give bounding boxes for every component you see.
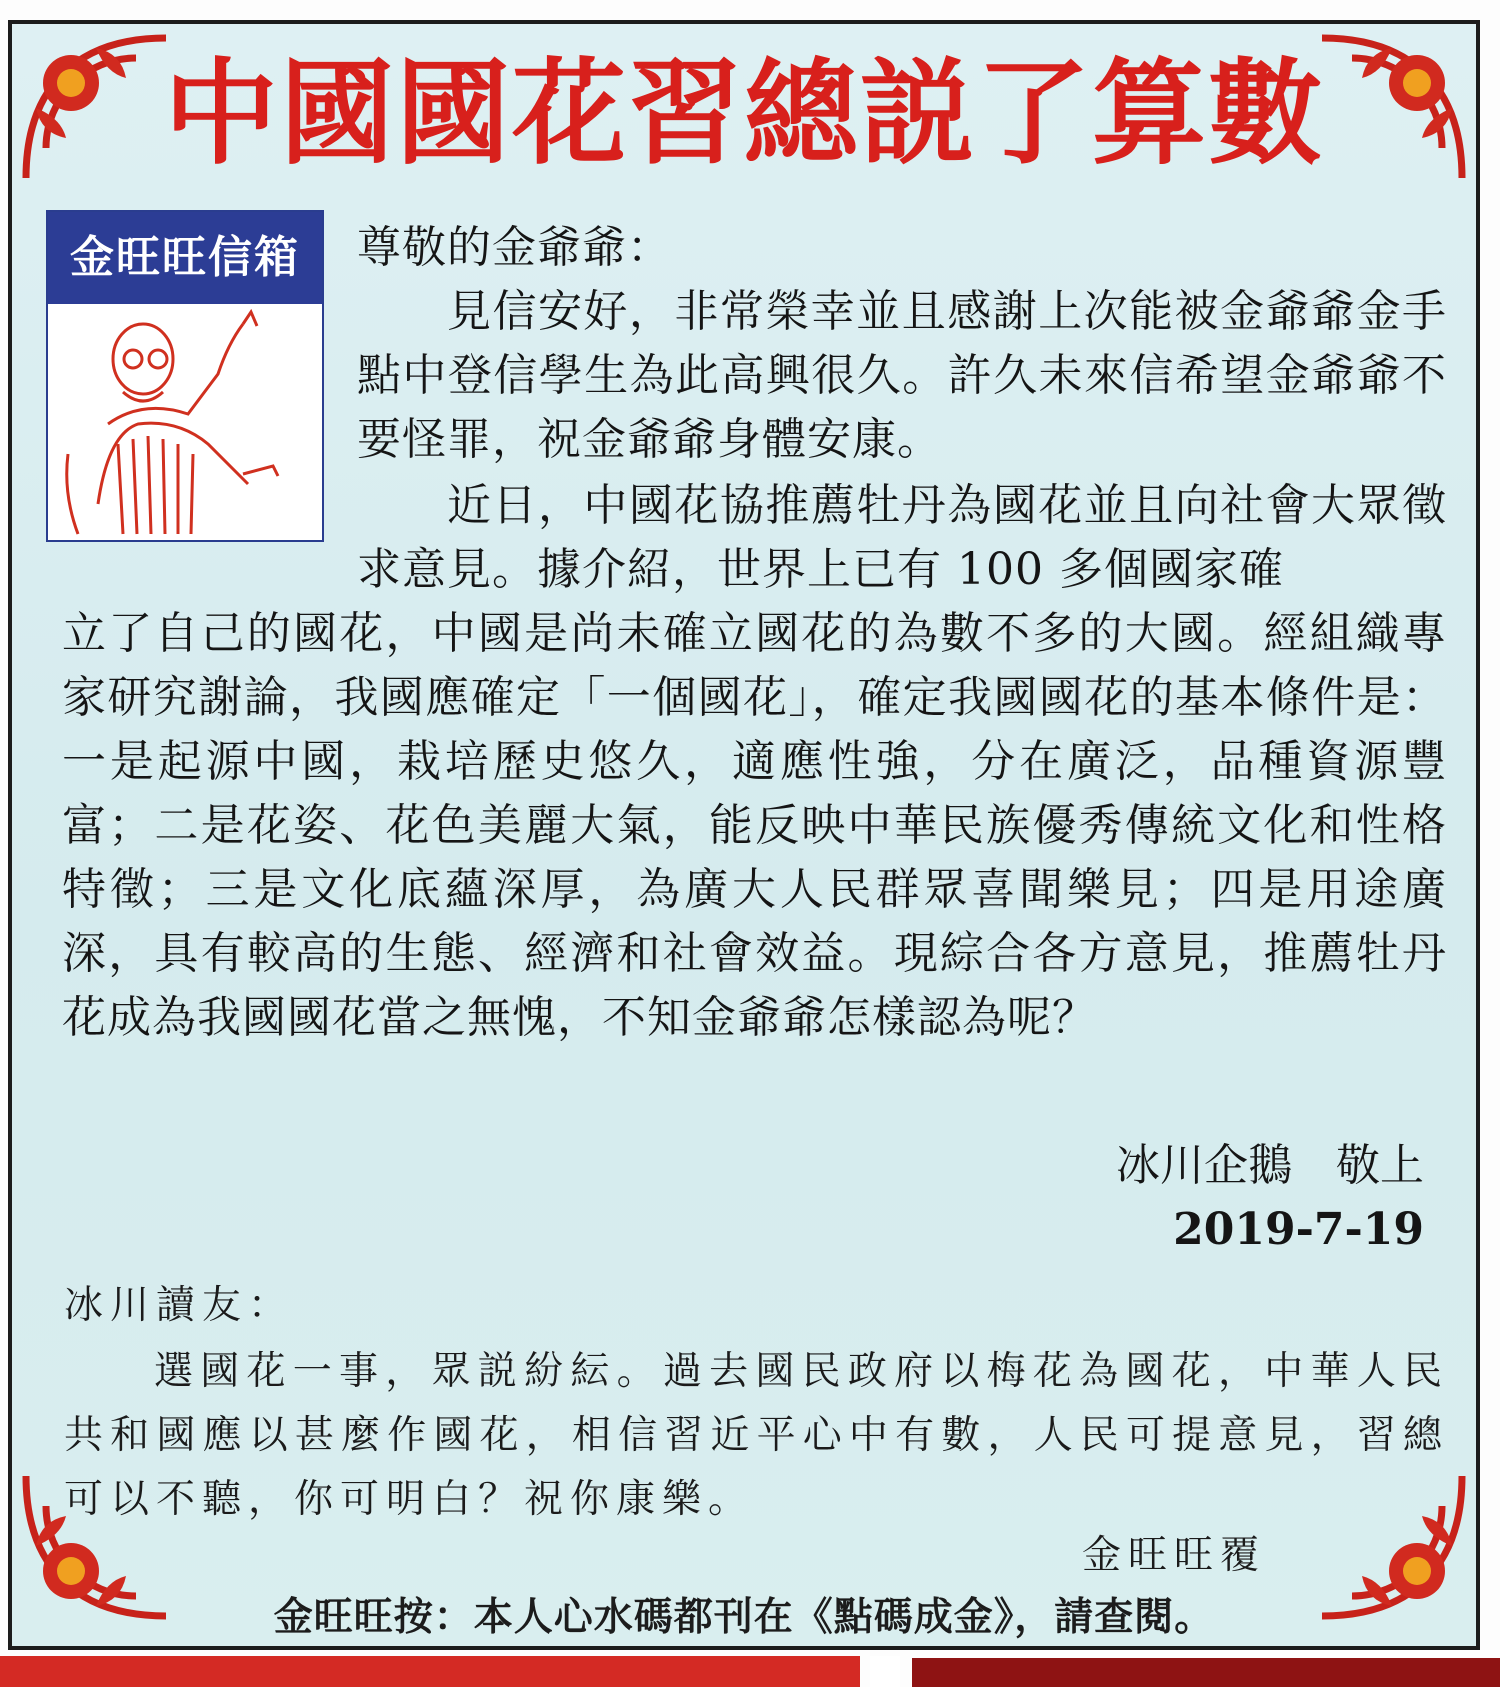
column-logo — [46, 210, 324, 542]
letter-paragraph-2-start: 近日，中國花協推薦牡丹為國花並且向社會大眾徵求意見。據介紹，世界上已有 100 多個國家確 — [357, 480, 1447, 595]
letter-greeting: 尊敬的金爺爺： — [357, 222, 672, 273]
reply-body: 選國花一事，眾説紛紜。過去國民政府以梅花為國花，中華人民共和國應以甚麼作國花，相信習近平心中有數，人民可提意見，習總可以不聽，你可明白？祝你康樂。 — [64, 1349, 1449, 1522]
letter-paragraph-1: 見信安好，非常榮幸並且感謝上次能被金爺爺金手點中登信學生為此高興很久。許久未來信希望金爺爺不要怪罪，祝金爺爺身體安康。 — [357, 286, 1447, 465]
letter-frame — [8, 20, 1480, 1650]
letter-signature: 冰川企鵝 敬上 — [1116, 1140, 1424, 1191]
reply-greeting: 冰川讀友： — [64, 1283, 295, 1328]
bottom-border-strip — [0, 1656, 860, 1687]
column-name: 金旺旺信箱 — [48, 212, 322, 304]
letter-date: 2019-7-19 — [1173, 1204, 1424, 1255]
bottom-border-gap — [870, 1656, 900, 1687]
bottom-border-strip-dark — [912, 1658, 1500, 1687]
letter-paragraph-2-end: 立了自己的國花，中國是尚未確立國花的為數不多的大國。經組織專家研究謝論，我國應確定「一個國花」，確定我國國花的基本條件是：一是起源中國，栽培歷史悠久，適應性強，分在廣泛，品種資源豐富；二是花姿、花色美麗大氣，能反映中華民族優秀傳統文化和性格特徵；三是文化底蘊深厚，為廣大人民群眾喜聞樂見；四是用途廣深，具有較高的生態、經濟和社會效益。現綜合各方意見，推薦牡丹花成為我國國花當之無愧，不知金爺爺怎樣認為呢？ — [62, 608, 1447, 1043]
headline: 中國國花習總説了算數 — [163, 47, 1324, 180]
editor-note: 金旺旺按：本人心水碼都刊在《點碼成金》，請查閱。 — [273, 1595, 1215, 1640]
reply-signature: 金旺旺覆 — [1081, 1533, 1266, 1578]
professor-illustration-icon — [48, 304, 322, 540]
